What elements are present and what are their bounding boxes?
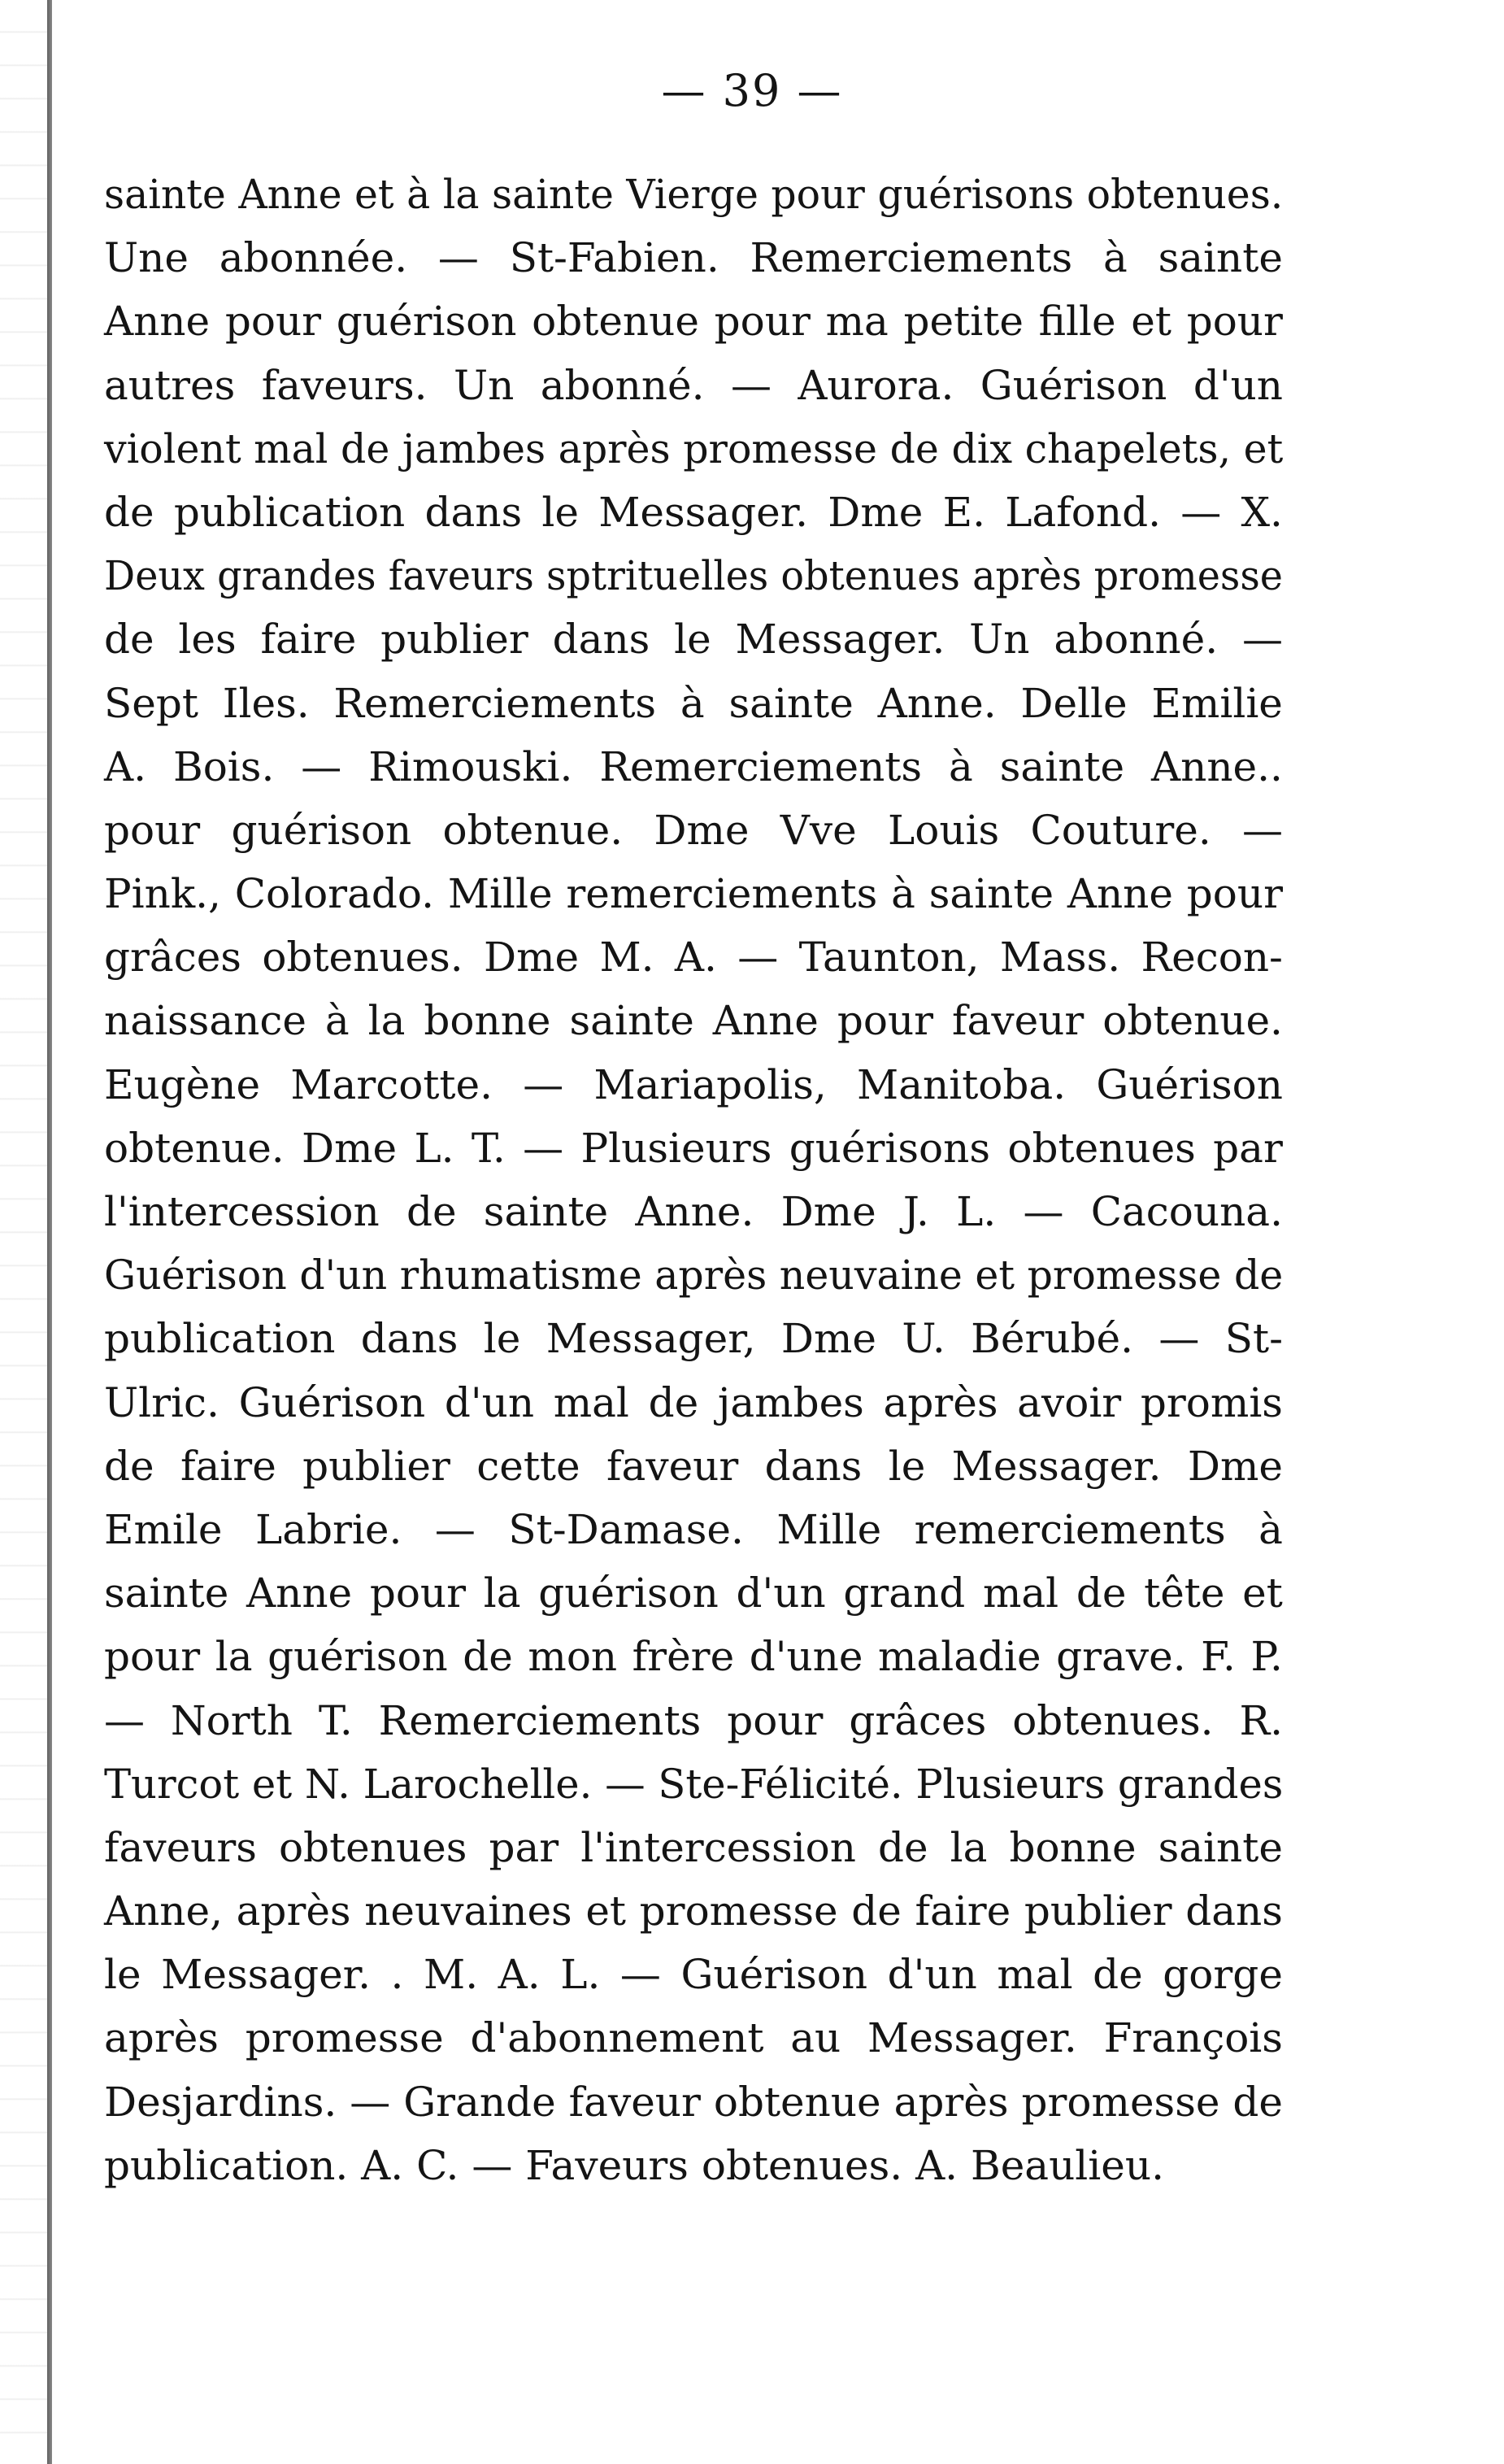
text-line: pour la guérison de mon frère d'une maladie grave. F. P. bbox=[104, 1633, 1283, 1681]
text-line: naissance à la bonne sainte Anne pour faveur obtenue. bbox=[104, 997, 1283, 1045]
text-line: de les faire publier dans le Messager. Un abonné. — bbox=[104, 616, 1283, 664]
text-line: Emile Labrie. — St-Damase. Mille remerciements à bbox=[104, 1505, 1283, 1553]
text-line: Une abonnée. — St-Fabien. Remerciements à sainte bbox=[104, 234, 1283, 282]
text-line: sainte Anne et à la sainte Vierge pour guérisons obtenues. bbox=[104, 171, 1284, 218]
text-line: grâces obtenues. Dme M. A. — Taunton, Mass. Recon- bbox=[104, 934, 1283, 982]
text-line: de faire publier cette faveur dans le Messager. Dme bbox=[104, 1442, 1283, 1490]
text-line: pour guérison obtenue. Dme Vve Louis Couture. — bbox=[104, 806, 1283, 854]
text-line: Desjardins. — Grande faveur obtenue après promesse de bbox=[104, 2078, 1283, 2126]
text-line: Deux grandes faveurs sptrituelles obtenues après promesse bbox=[104, 552, 1283, 600]
page-number: — 39 — bbox=[661, 65, 843, 116]
text-line: Eugène Marcotte. — Mariapolis, Manitoba. Guérison bbox=[104, 1060, 1283, 1108]
text-line: obtenue. Dme L. T. — Plusieurs guérisons obtenues par bbox=[104, 1124, 1283, 1172]
text-line: Turcot et N. Larochelle. — Ste-Félicité. Plusieurs grandes bbox=[104, 1760, 1284, 1808]
page-binding-edge bbox=[47, 0, 52, 2464]
text-line: le Messager. . M. A. L. — Guérison d'un mal de gorge bbox=[104, 1951, 1283, 1999]
text-line: Anne, après neuvaines et promesse de faire publier dans bbox=[104, 1887, 1283, 1935]
text-line: Ulric. Guérison d'un mal de jambes après avoir promis bbox=[104, 1378, 1283, 1426]
page-binding-shadow bbox=[0, 0, 47, 2464]
text-line: Anne pour guérison obtenue pour ma petite fille et pour bbox=[104, 298, 1283, 346]
text-line: de publication dans le Messager. Dme E. Lafond. — X. bbox=[104, 488, 1283, 536]
text-line: Pink., Colorado. Mille remerciements à sainte Anne pour bbox=[104, 870, 1283, 918]
text-line: — North T. Remerciements pour grâces obtenues. R. bbox=[104, 1696, 1283, 1744]
text-line: faveurs obtenues par l'intercession de la bonne sainte bbox=[104, 1823, 1283, 1871]
text-line: publication dans le Messager, Dme U. Bérubé. — St- bbox=[104, 1315, 1283, 1363]
text-line: Sept Iles. Remerciements à sainte Anne. Delle Emilie bbox=[104, 679, 1283, 727]
text-line: Guérison d'un rhumatisme après neuvaine et promesse de bbox=[104, 1252, 1284, 1299]
body-text bbox=[104, 163, 1283, 2197]
text-line: après promesse d'abonnement au Messager. François bbox=[104, 2014, 1283, 2062]
text-line: sainte Anne pour la guérison d'un grand mal de tête et bbox=[104, 1569, 1283, 1617]
text-line: publication. A. C. — Faveurs obtenues. A. Beaulieu. bbox=[104, 2141, 1164, 2189]
text-line: violent mal de jambes après promesse de dix chapelets, et bbox=[104, 424, 1284, 472]
text-line: A. Bois. — Rimouski. Remerciements à sainte Anne.. bbox=[104, 742, 1283, 790]
text-line: l'intercession de sainte Anne. Dme J. L. — Cacouna. bbox=[104, 1188, 1283, 1235]
text-line: autres faveurs. Un abonné. — Aurora. Guérison d'un bbox=[104, 361, 1283, 409]
